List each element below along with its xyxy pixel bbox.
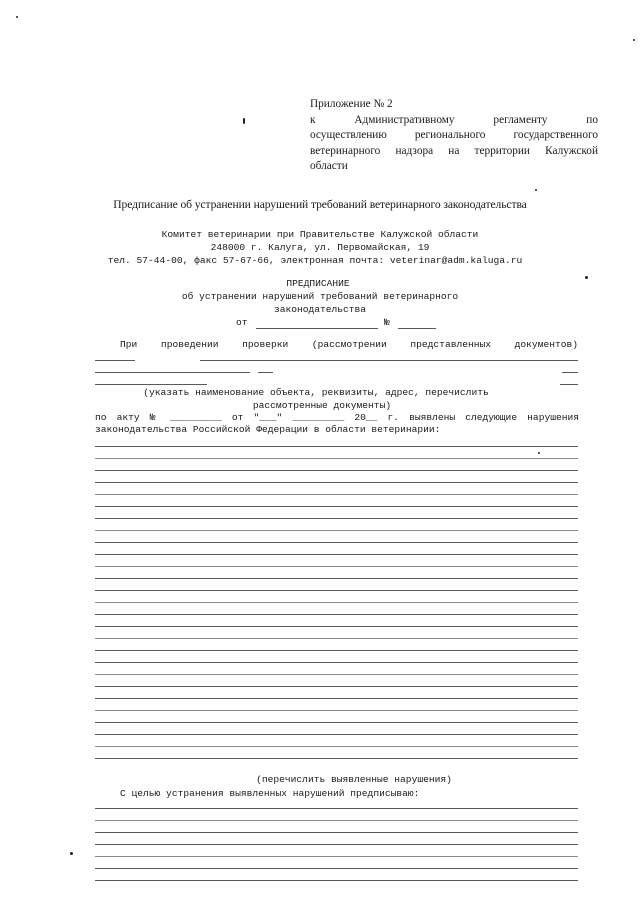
- blank-line: [95, 880, 578, 881]
- blank-line: [95, 650, 578, 651]
- blank-line: [200, 360, 578, 361]
- appendix-line: области: [310, 160, 348, 172]
- scan-speck: [243, 118, 245, 124]
- prescribe-line: С целью устранения выявленных нарушений предписываю:: [120, 788, 420, 799]
- blank-line: [95, 566, 578, 567]
- blank-line: [95, 746, 578, 747]
- blank-line: [95, 722, 578, 723]
- object-hint: (указать наименование объекта, реквизиты, адрес, перечислить: [143, 387, 489, 398]
- committee-name: Комитет ветеринарии при Правительстве Калужской области: [161, 229, 479, 240]
- blank-line: [95, 758, 578, 759]
- blank-line: [95, 844, 578, 845]
- blank-line: [95, 458, 578, 459]
- blank-line: [95, 372, 250, 373]
- scan-speck: [16, 16, 18, 18]
- blank-line: [258, 372, 273, 373]
- scan-speck: [535, 189, 537, 191]
- order-subtitle: об устранении нарушений требований ветеринарного: [181, 291, 459, 302]
- blank-line: [95, 868, 578, 869]
- appendix-line: к Административному регламенту по: [310, 113, 598, 126]
- order-number-blank: [398, 328, 436, 329]
- order-number-sign: №: [384, 317, 390, 328]
- blank-line: [95, 554, 578, 555]
- blank-line: [95, 626, 578, 627]
- appendix-block: [310, 97, 598, 175]
- blank-line: [95, 820, 578, 821]
- object-hint: рассмотренные документы): [252, 400, 392, 411]
- blank-line: [562, 372, 578, 373]
- scan-speck: [633, 39, 635, 41]
- blank-line: [95, 360, 135, 361]
- blank-line: [95, 530, 578, 531]
- committee-address: 248000 г. Калуга, ул. Первомайская, 19: [210, 242, 430, 253]
- violations-hint: (перечислить выявленные нарушения): [256, 774, 452, 785]
- blank-line: [95, 482, 578, 483]
- blank-line: [95, 808, 578, 809]
- blank-line: [95, 494, 578, 495]
- blank-line: [95, 674, 578, 675]
- blank-line: [95, 710, 578, 711]
- blank-line: [95, 542, 578, 543]
- blank-line: [95, 734, 578, 735]
- blank-line: [95, 832, 578, 833]
- act-line: по акту № _________ от "___" _________ 20__ г. выявлены следующие нарушения: [95, 412, 579, 423]
- blank-line: [95, 662, 578, 663]
- blank-line: [95, 470, 578, 471]
- scan-speck: [585, 276, 588, 279]
- blank-line: [95, 602, 578, 603]
- blank-line: [95, 446, 578, 447]
- document-title: Предписание об устранении нарушений требований ветеринарного законодательства: [113, 198, 527, 211]
- inspection-intro: При проведении проверки (рассмотрении представленных документов): [120, 339, 578, 350]
- blank-line: [95, 384, 207, 385]
- law-line: законодательства Российской Федерации в области ветеринарии:: [95, 424, 441, 435]
- scan-speck: [70, 852, 73, 855]
- blank-line: [95, 614, 578, 615]
- blank-line: [95, 506, 578, 507]
- appendix-heading: Приложение № 2: [310, 98, 393, 110]
- blank-line: [95, 590, 578, 591]
- blank-line: [95, 578, 578, 579]
- committee-contacts: тел. 57-44-00, факс 57-67-66, электронная почта: veterinar@adm.kaluga.ru: [107, 255, 523, 266]
- appendix-line: осуществлению регионального государственного: [310, 129, 598, 141]
- order-title: ПРЕДПИСАНИЕ: [286, 278, 350, 289]
- blank-line: [95, 856, 578, 857]
- blank-line: [560, 384, 578, 385]
- order-date-blank: [256, 328, 378, 329]
- order-subtitle: законодательства: [273, 304, 367, 315]
- blank-line: [95, 638, 578, 639]
- order-date-prefix: от: [236, 317, 248, 328]
- blank-line: [95, 698, 578, 699]
- blank-line: [95, 686, 578, 687]
- blank-line: [95, 518, 578, 519]
- appendix-line: ветеринарного надзора на территории Калужской: [310, 144, 598, 157]
- scan-speck: [538, 452, 540, 454]
